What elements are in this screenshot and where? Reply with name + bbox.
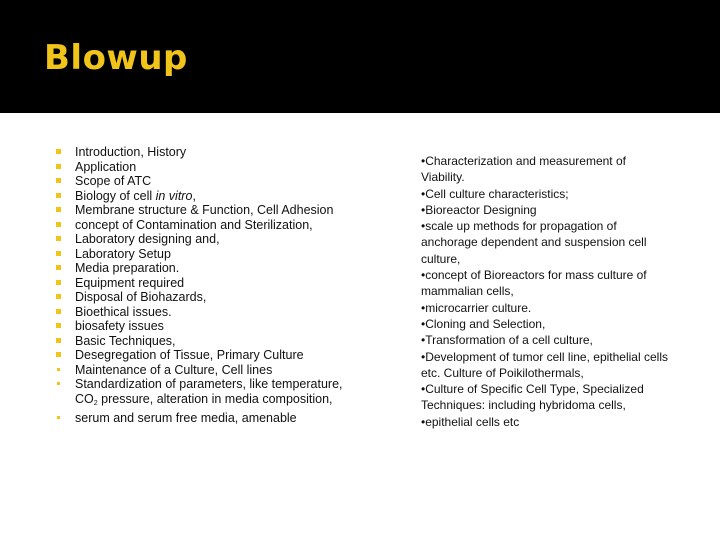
list-item: Membrane structure & Function, Cell Adhesion <box>56 203 356 218</box>
list-item: Laboratory designing and, <box>56 232 356 247</box>
list-item: Equipment required <box>56 276 356 291</box>
list-item: •Development of tumor cell line, epithelial cells etc. Culture of Poikilothermals, <box>421 349 668 380</box>
list-item: •epithelial cells etc <box>421 414 520 429</box>
square-bullet-icon <box>56 265 61 270</box>
square-bullet-icon <box>56 164 61 169</box>
list-item: •Characterization and measurement of Viability. <box>421 154 626 185</box>
square-bullet-icon <box>56 338 61 343</box>
square-bullet-icon <box>56 323 61 328</box>
list-item: Biology of cell in vitro, <box>56 189 356 204</box>
list-item: •Transformation of a cell culture, <box>421 333 593 348</box>
small-square-bullet-icon <box>57 368 60 371</box>
list-item: Laboratory Setup <box>56 247 356 262</box>
list-item: Disposal of Biohazards, <box>56 290 356 305</box>
list-item: biosafety issues <box>56 319 356 334</box>
list-item: Media preparation. <box>56 261 356 276</box>
list-item: serum and serum free media, amenable <box>56 411 356 426</box>
square-bullet-icon <box>56 352 61 357</box>
left-bullet-list <box>56 145 356 426</box>
square-bullet-icon <box>56 222 61 227</box>
square-bullet-icon <box>56 309 61 314</box>
list-item: •scale up methods for propagation of anchorage dependent and suspension cell culture, <box>421 219 647 266</box>
list-item: •microcarrier culture. <box>421 300 532 315</box>
square-bullet-icon <box>56 149 61 154</box>
square-bullet-icon <box>56 207 61 212</box>
small-square-bullet-icon <box>57 416 60 419</box>
square-bullet-icon <box>56 280 61 285</box>
list-item: •Culture of Specific Cell Type, Specialized Techniques: including hybridoma cells, <box>421 382 644 413</box>
slide-title: Blowup <box>44 38 188 78</box>
list-item: •Cloning and Selection, <box>421 316 546 331</box>
list-item: •Cell culture characteristics; <box>421 186 569 201</box>
list-item: Basic Techniques, <box>56 334 356 349</box>
list-item: Scope of ATC <box>56 174 356 189</box>
list-item: concept of Contamination and Sterilization, <box>56 218 356 233</box>
list-item: Introduction, History <box>56 145 356 160</box>
list-item: •concept of Bioreactors for mass culture of mammalian cells, <box>421 268 647 299</box>
square-bullet-icon <box>56 294 61 299</box>
list-item: Application <box>56 160 356 175</box>
list-item: •Bioreactor Designing <box>421 202 537 217</box>
square-bullet-icon <box>56 193 61 198</box>
right-text-list <box>421 153 671 430</box>
small-square-bullet-icon <box>57 382 60 385</box>
square-bullet-icon <box>56 178 61 183</box>
square-bullet-icon <box>56 236 61 241</box>
list-item: Desegregation of Tissue, Primary Culture <box>56 348 356 363</box>
list-item: Bioethical issues. <box>56 305 356 320</box>
square-bullet-icon <box>56 251 61 256</box>
list-item: Standardization of parameters, like temperature, $CO_2$ pressure, alteration in media composition, <box>56 377 356 411</box>
list-item: Maintenance of a Culture, Cell lines <box>56 363 356 378</box>
